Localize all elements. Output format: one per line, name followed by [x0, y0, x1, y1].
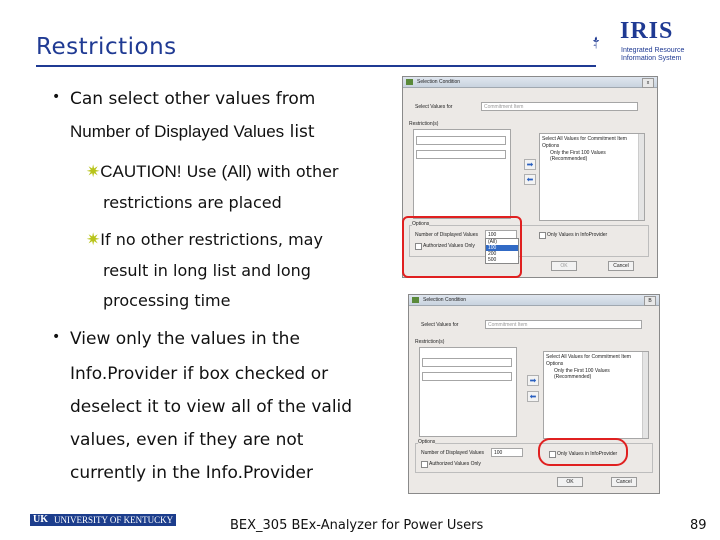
number-of-displayed-values-text: Number of Displayed Values: [70, 122, 285, 141]
app-icon: [412, 297, 419, 303]
restriction-dropdown[interactable]: [416, 150, 506, 159]
sub-bullet-2-text: If no other restrictions, may: [100, 230, 323, 249]
values-list-item[interactable]: Only the First 100 Values (Recommended): [554, 368, 610, 380]
dialog-title: Selection Condition: [423, 297, 467, 303]
restrictions-list[interactable]: [413, 129, 511, 219]
caution-text-1: Use: [181, 162, 222, 181]
star-bullet-icon: ✷: [86, 230, 101, 250]
select-values-for-value: Commitment Item: [488, 322, 528, 328]
scrollbar[interactable]: [642, 352, 648, 438]
highlight-infoprovider-checkbox: [538, 438, 628, 466]
sub-bullet-2-line-2: result in long list and long: [103, 261, 311, 280]
values-list-item[interactable]: Select All Values for Commitment Item: [546, 354, 631, 360]
scrollbar[interactable]: [638, 134, 644, 220]
select-values-for-value: Commitment Item: [484, 104, 524, 110]
dialog-title: Selection Condition: [417, 79, 461, 85]
dropdown-option[interactable]: 100: [486, 245, 518, 251]
close-icon[interactable]: B: [644, 296, 656, 306]
bullet-dot: •: [52, 89, 61, 105]
slide-title: Restrictions: [36, 34, 177, 60]
arrow-right-icon[interactable]: ➡: [527, 375, 539, 386]
app-icon: [406, 79, 413, 85]
cancel-button[interactable]: Cancel: [611, 477, 637, 487]
footer-course-title: BEX_305 BEx-Analyzer for Power Users: [230, 518, 484, 533]
dropdown-option[interactable]: (All): [488, 239, 497, 245]
number-of-displayed-values-value: 100: [488, 232, 497, 238]
arrow-right-icon[interactable]: ➡: [524, 159, 536, 170]
values-list[interactable]: [543, 351, 649, 439]
all-option-text: (All): [221, 162, 252, 181]
bullet-2-line-5: currently in the Info.Provider: [70, 463, 313, 483]
restrictions-label: Restriction(s): [409, 121, 439, 127]
list-text: list: [284, 122, 315, 142]
restriction-dropdown[interactable]: [422, 372, 512, 381]
arrow-left-icon[interactable]: ⬅: [527, 391, 539, 402]
bullet-1-line-1: Can select other values from: [70, 89, 316, 109]
dropdown-option[interactable]: 500: [488, 257, 497, 263]
only-values-in-infoprovider-label: Only Values in InfoProvider: [547, 232, 608, 238]
ok-button[interactable]: OK: [551, 261, 577, 271]
restriction-dropdown[interactable]: [422, 358, 512, 367]
restrictions-list[interactable]: [419, 347, 517, 437]
number-of-displayed-values-dropdown[interactable]: [491, 448, 523, 457]
number-of-displayed-values-label: Number of Displayed Values: [421, 450, 484, 456]
highlight-displayed-values: [402, 216, 522, 278]
caution-text-2: with other: [251, 162, 339, 181]
authorized-values-checkbox[interactable]: [421, 461, 428, 468]
caution-label: CAUTION!: [100, 162, 182, 181]
star-bullet-icon: ✷: [86, 162, 101, 182]
arrow-left-icon[interactable]: ⬅: [524, 174, 536, 185]
restrictions-label: Restriction(s): [415, 339, 445, 345]
ok-button[interactable]: OK: [557, 477, 583, 487]
options-label: Options: [418, 439, 436, 445]
only-values-in-infoprovider-label: Only Values in InfoProvider: [557, 451, 618, 457]
authorized-values-label: Authorized Values Only: [429, 461, 481, 467]
page-number: 89: [690, 518, 707, 533]
select-values-for-dropdown[interactable]: [481, 102, 638, 111]
values-list[interactable]: [539, 133, 645, 221]
bullet-1-line-2: [70, 114, 315, 150]
select-values-for-dropdown[interactable]: [485, 320, 642, 329]
authorized-values-label: Authorized Values Only: [423, 243, 475, 249]
select-values-for-label: Select Values for: [415, 104, 453, 110]
bullet-2-line-2: Info.Provider if box checked or: [70, 364, 329, 384]
values-list-item[interactable]: Select All Values for Commitment Item: [542, 136, 627, 142]
values-list-item[interactable]: Options: [542, 143, 560, 149]
title-underline: [36, 65, 596, 67]
bullet-2-line-3: deselect it to view all of the valid: [70, 397, 353, 417]
sub-bullet-2-line-3: processing time: [103, 291, 231, 310]
university-name: UNIVERSITY OF KENTUCKY: [54, 515, 174, 525]
iris-logo-text: IRIS: [620, 18, 674, 44]
options-label: Options: [412, 221, 430, 227]
cancel-button[interactable]: Cancel: [608, 261, 634, 271]
values-list-item[interactable]: Only the First 100 Values (Recommended): [550, 150, 606, 162]
close-icon[interactable]: x: [642, 78, 654, 88]
only-values-in-infoprovider-checkbox[interactable]: [539, 232, 546, 239]
sub-bullet-1-line-2: restrictions are placed: [103, 193, 282, 212]
university-of-kentucky-logo: [30, 514, 176, 526]
number-of-displayed-values-label: Number of Displayed Values: [415, 232, 478, 238]
uk-letters: UK: [33, 514, 48, 525]
iris-flower-icon: [592, 18, 622, 68]
bullet-2-line-4: values, even if they are not: [70, 430, 304, 450]
bullet-dot: •: [52, 329, 61, 345]
number-of-displayed-values-value: 100: [494, 450, 503, 456]
dialog-title-bar: [403, 77, 657, 88]
restriction-dropdown[interactable]: [416, 136, 506, 145]
values-list-item[interactable]: Options: [546, 361, 564, 367]
bullet-2-line-1: View only the values in the: [70, 329, 300, 349]
iris-logo-subtitle: Integrated Resource Information System: [621, 47, 685, 62]
dialog-title-bar: [409, 295, 659, 306]
dropdown-option[interactable]: 200: [488, 251, 497, 257]
select-values-for-label: Select Values for: [421, 322, 459, 328]
